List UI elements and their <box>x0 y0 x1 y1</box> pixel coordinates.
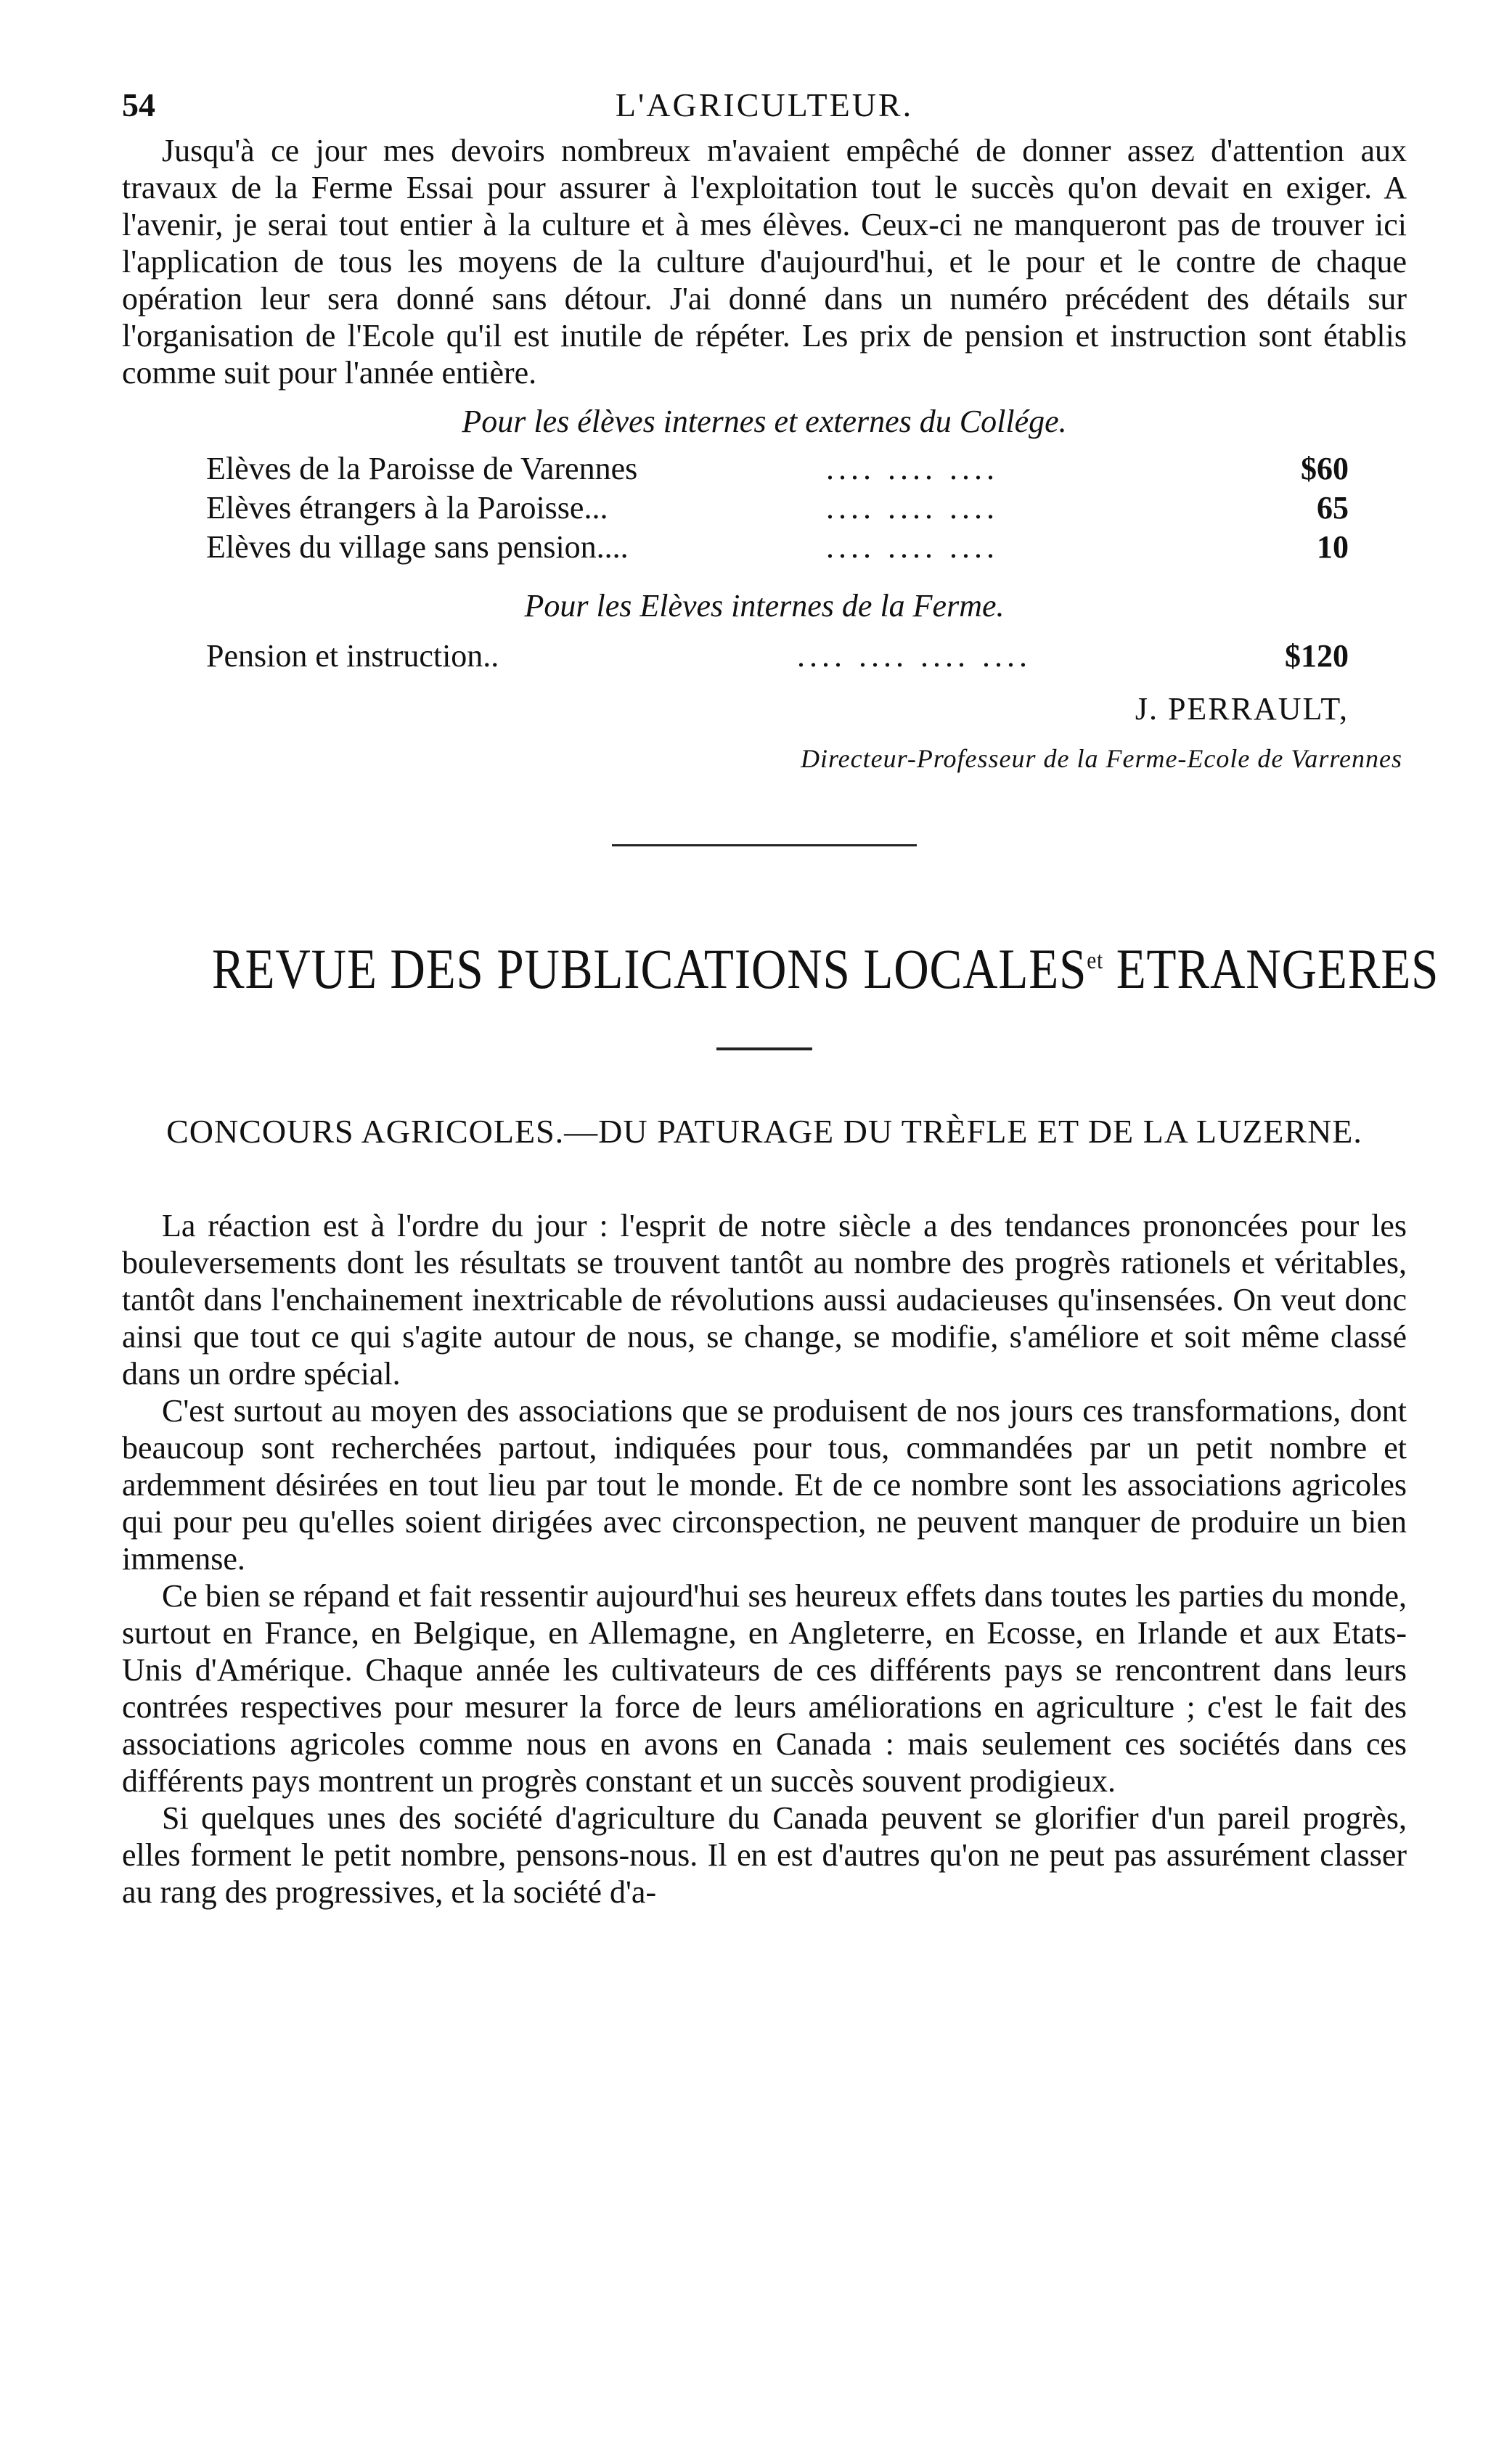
signature-title: Directeur-Professeur de la Ferme-Ecole de Varrennes <box>800 744 1402 773</box>
section-divider <box>612 844 917 846</box>
fee-label: Elèves étrangers à la Paroisse... <box>206 490 608 526</box>
article-paragraph: C'est surtout au moyen des associations que se produisent de nos jours ces transformations, dont beaucoup sont recherchées partout, indiquées pour tous, commandées par un petit nombre et ardemment désirées en tout lieu par tout le monde. Et de ce nombre sont les associations agricoles qui pour peu qu'elles soient dirigées avec circonspection, ne peuvent manquer de produire un bien immense. <box>122 1393 1407 1577</box>
college-fees-heading: Pour les élèves internes et externes du Collége. <box>462 404 1067 439</box>
fee-amount: $60 <box>1301 451 1349 486</box>
fee-label: Pension et instruction.. <box>206 638 499 674</box>
page-number: 54 <box>122 86 155 123</box>
article-paragraph: Ce bien se répand et fait ressentir aujourd'hui ses heureux effets dans toutes les parties du monde, surtout en France, en Belgique, en Allemagne, en Angleterre, en Ecosse, en Irlande et aux Etats-Unis d'Amérique. Chaque année les cultivateurs de ces différents pays se rencontrent dans leurs contrées respectives pour mesurer la force de leurs améliorations en agriculture ; c'est le fait des associations agricoles comme nous en avons en Canada : mais seulement ces sociétés dans ces différents pays montrent un progrès constant et un succès souvent prodigieux. <box>122 1578 1407 1799</box>
signature-name: J. PERRAULT, <box>1135 691 1349 727</box>
section-title-end: ETRANGERES <box>1116 937 1439 1000</box>
leader-dots: .... .... .... <box>826 490 999 526</box>
leader-dots: .... .... .... <box>826 529 999 565</box>
fee-row <box>122 489 1407 528</box>
section-title <box>211 926 1439 1004</box>
article-paragraph: La réaction est à l'ordre du jour : l'esprit de notre siècle a des tendances prononcées pour les bouleversements dont les résultats se trouvent tantôt au nombre des progrès rationels et véritables, tantôt dans l'enchainement inextricable de révolutions aussi audacieuses qu'insensées. On veut donc ainsi que tout ce qui s'agite autour de nous, se change, se modifie, s'améliore et soit même classé dans un ordre spécial. <box>122 1208 1407 1392</box>
section-title-main: REVUE DES PUBLICATIONS LOCALES <box>211 937 1087 1000</box>
fee-row <box>122 449 1407 489</box>
article-title: CONCOURS AGRICOLES.—DU PATURAGE DU TRÈFLE ET DE LA LUZERNE. <box>166 1113 1362 1150</box>
running-title: L'AGRICULTEUR. <box>615 86 914 123</box>
fee-amount: $120 <box>1285 638 1349 674</box>
page <box>122 86 1439 1911</box>
fee-row <box>122 528 1407 567</box>
intro-paragraph: Jusqu'à ce jour mes devoirs nombreux m'avaient empêché de donner assez d'attention aux travaux de la Ferme Essai pour assurer à l'exploitation tout le succès qu'on devait en exiger. A l'avenir, je serai tout entier à la culture et à mes élèves. Ceux-ci ne manqueront pas de trouver ici l'application de tous les moyens de la culture d'aujourd'hui, et le pour et le contre de chaque opération leur sera donné sans détour. J'ai donné dans un numéro précédent des détails sur l'organisation de l'Ecole qu'il est inutile de répéter. Les prix de pension et instruction sont établis comme suit pour l'année entière. <box>122 133 1407 391</box>
fee-label: Elèves du village sans pension.... <box>206 529 629 565</box>
title-divider <box>716 1047 812 1050</box>
article-body <box>122 1207 1407 1911</box>
page-header <box>122 86 1407 132</box>
fee-amount: 10 <box>1317 529 1349 565</box>
article-paragraph: Si quelques unes des société d'agriculture du Canada peuvent se glorifier d'un pareil progrès, elles forment le petit nombre, pensons-nous. Il en est d'autres qu'on ne peut pas assurément classer au rang des progressives, et la société d'a- <box>122 1800 1407 1910</box>
leader-dots: .... .... .... .... <box>797 638 1031 674</box>
fee-label: Elèves de la Paroisse de Varennes <box>206 451 638 486</box>
section-title-et: et <box>1087 947 1104 974</box>
farm-fees-heading: Pour les Elèves internes de la Ferme. <box>524 588 1005 624</box>
leader-dots: .... .... .... <box>826 451 999 486</box>
fee-row <box>122 637 1407 676</box>
fee-amount: 65 <box>1317 490 1349 526</box>
